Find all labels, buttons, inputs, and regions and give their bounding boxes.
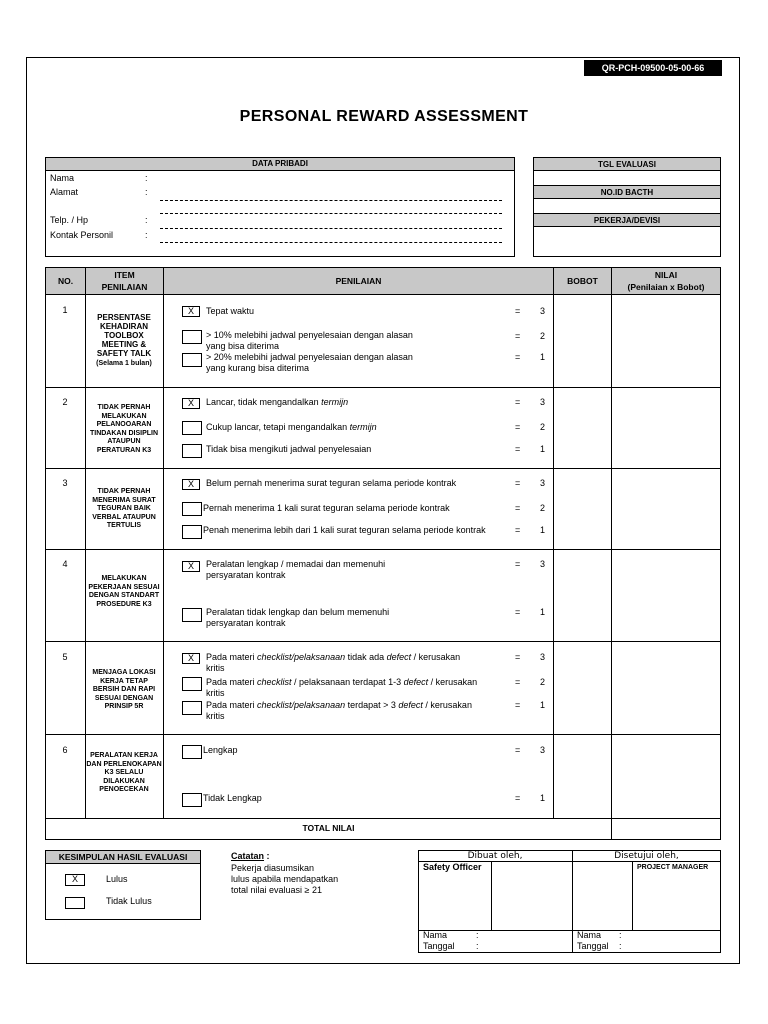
- option-text-italic: checklist/pelaksanaan: [257, 700, 346, 710]
- option-checkbox[interactable]: [182, 793, 202, 807]
- option-text-italic: defect: [398, 700, 423, 710]
- option-text-line2: persyaratan kontrak: [206, 618, 286, 628]
- option-text-line2: persyaratan kontrak: [206, 570, 286, 580]
- option-equals: =: [515, 793, 521, 803]
- col-header-bobot: BOBOT: [567, 276, 598, 286]
- option-score: 2: [540, 677, 546, 687]
- lulus-checkbox[interactable]: X: [65, 874, 85, 886]
- alamat-line-2[interactable]: [160, 213, 502, 214]
- row-divider: [45, 641, 721, 642]
- option-checkbox[interactable]: [182, 525, 202, 539]
- option-text-plain: Pada materi: [206, 700, 258, 710]
- option-text-line1: > 20% melebihi jadwal penyelesaian dengan alasan: [206, 352, 413, 362]
- option-checkbox[interactable]: [182, 444, 202, 458]
- option-equals: =: [515, 306, 521, 316]
- option-checkbox[interactable]: X: [182, 306, 200, 317]
- signature-mid-divider: [572, 850, 573, 953]
- option-equals: =: [515, 331, 521, 341]
- option-checkbox[interactable]: [182, 421, 202, 435]
- option-checkbox[interactable]: X: [182, 398, 200, 409]
- option-equals: =: [515, 607, 521, 617]
- option-text: Pernah menerima 1 kali surat teguran selama periode kontrak: [203, 503, 450, 513]
- row-number: 5: [62, 652, 68, 662]
- col-header-nilai: [612, 268, 720, 294]
- option-text-italic: defect: [403, 677, 429, 687]
- option-text-plain: Cukup lancar, tetapi mengandalkan: [206, 422, 350, 432]
- option-text: [206, 559, 506, 581]
- pekerja-devisi-field[interactable]: [534, 228, 720, 256]
- item-note: (Selama 1 bulan): [96, 360, 152, 367]
- option-score: 1: [540, 700, 546, 710]
- option-checkbox[interactable]: X: [182, 653, 200, 664]
- option-checkbox[interactable]: [182, 608, 202, 622]
- signature-col-divider: [632, 861, 633, 930]
- alamat-colon: :: [145, 187, 148, 197]
- option-checkbox[interactable]: [182, 502, 202, 516]
- row-number: 6: [62, 745, 68, 755]
- option-score: 1: [540, 525, 546, 535]
- option-checkbox[interactable]: X: [182, 479, 200, 490]
- row-number: 2: [62, 397, 68, 407]
- total-nilai-label: TOTAL NILAI: [302, 823, 355, 833]
- option-text-plain: Lancar, tidak mengandalkan: [206, 397, 322, 407]
- row-number: 1: [62, 305, 68, 315]
- item-label: [86, 313, 162, 368]
- option-score: 3: [540, 478, 546, 488]
- option-text: [206, 607, 506, 629]
- option-score: 3: [540, 745, 546, 755]
- option-text: Tidak Lengkap: [203, 793, 262, 803]
- option-score: 1: [540, 607, 546, 617]
- disetujui-oleh-label: Disetujui oleh,: [614, 851, 679, 861]
- nama-right-label: Nama: [577, 930, 602, 940]
- kesimpulan-header: KESIMPULAN HASIL EVALUASI: [46, 851, 200, 864]
- option-score: 2: [540, 331, 546, 341]
- col-line-bobot: [611, 267, 612, 840]
- option-text: Belum pernah menerima surat teguran selama periode kontrak: [206, 478, 457, 488]
- row-number: 3: [62, 478, 68, 488]
- option-checkbox[interactable]: X: [182, 561, 200, 572]
- option-text-italic: termijn: [321, 397, 349, 407]
- document-code: QR-PCH-09500-05-00-66: [584, 60, 722, 76]
- kontak-label: Kontak Personil: [50, 230, 114, 240]
- no-id-batch-header: NO.ID BACTH: [533, 185, 721, 199]
- option-text: Lengkap: [203, 745, 238, 755]
- kontak-line[interactable]: [160, 242, 502, 243]
- catatan-heading: [231, 851, 270, 861]
- tidak-lulus-label: Tidak Lulus: [106, 896, 152, 906]
- option-text-plain: / kerusakan: [422, 700, 472, 710]
- option-text-plain: / kerusakan: [428, 677, 478, 687]
- col-line-item: [163, 267, 164, 818]
- row-divider: [45, 387, 721, 388]
- option-equals: =: [515, 700, 521, 710]
- option-text-italic: defect: [386, 652, 412, 662]
- option-equals: =: [515, 745, 521, 755]
- catatan-line: lulus apabila mendapatkan: [231, 874, 339, 884]
- col-header-item: [86, 268, 163, 294]
- data-pribadi-header: DATA PRIBADI: [46, 158, 514, 171]
- col-header-item-line2: PENILAIAN: [101, 282, 148, 292]
- lulus-label: Lulus: [106, 874, 128, 884]
- no-id-batch-field[interactable]: [534, 199, 720, 213]
- telp-colon: :: [145, 215, 148, 225]
- item-text: MENJAGA LOKASI KERJA TETAP BERSIH DAN RAPI SESUAI DENGAN PRINSIP 5R: [92, 669, 156, 710]
- option-checkbox[interactable]: [182, 330, 202, 344]
- option-text: [206, 652, 506, 674]
- option-equals: =: [515, 478, 521, 488]
- option-equals: =: [515, 397, 521, 407]
- signature-footer-divider: [418, 930, 721, 931]
- alamat-line-1[interactable]: [160, 200, 502, 201]
- option-text: [206, 330, 506, 352]
- page-title: PERSONAL REWARD ASSESSMENT: [239, 108, 529, 125]
- signature-col-divider: [491, 861, 492, 930]
- option-equals: =: [515, 444, 521, 454]
- option-score: 1: [540, 793, 546, 803]
- option-text-italic: checklist/pelaksanaan: [257, 652, 346, 662]
- option-text: Tidak bisa mengikuti jadwal penyelesaian: [206, 444, 372, 454]
- option-text: [206, 677, 506, 699]
- col-header-penilaian: PENILAIAN: [335, 276, 382, 286]
- option-text: Penah menerima lebih dari 1 kali surat teguran selama periode kontrak: [203, 525, 486, 535]
- item-text: PERALATAN KERJA DAN PERLENOKAPAN K3 SELALU DILAKUKAN PENOECEKAN: [86, 752, 162, 793]
- option-score: 3: [540, 397, 546, 407]
- option-score: 3: [540, 306, 546, 316]
- option-equals: =: [515, 525, 521, 535]
- tanggal-right-colon: :: [619, 941, 622, 951]
- tanggal-left-colon: :: [476, 941, 479, 951]
- option-equals: =: [515, 422, 521, 432]
- item-text: TIDAK PERNAH MENERIMA SURAT TEGURAN BAIK VERBAL ATAUPUN TERTULIS: [92, 488, 156, 529]
- option-text-plain: / pelaksanaan terdapat 1-3: [291, 677, 404, 687]
- project-manager-label: PROJECT MANAGER: [637, 864, 709, 871]
- option-text-line2: kritis: [206, 663, 225, 673]
- option-score: 2: [540, 422, 546, 432]
- col-header-nilai-line2: (Penilaian x Bobot): [627, 282, 705, 292]
- option-equals: =: [515, 652, 521, 662]
- option-score: 3: [540, 559, 546, 569]
- option-score: 2: [540, 503, 546, 513]
- option-text: [206, 700, 506, 722]
- kontak-colon: :: [145, 230, 148, 240]
- telp-label: Telp. / Hp: [50, 215, 89, 225]
- row-divider: [45, 468, 721, 469]
- option-text-plain: / kerusakan: [411, 652, 461, 662]
- telp-line[interactable]: [160, 228, 502, 229]
- pekerja-devisi-header: PEKERJA/DEVISI: [533, 213, 721, 227]
- row-divider: [45, 549, 721, 550]
- col-header-nilai-line1: NILAI: [654, 270, 678, 280]
- option-score: 1: [540, 444, 546, 454]
- tanggal-left-label: Tanggal: [423, 941, 455, 951]
- option-text-line2: yang bisa diterima: [206, 341, 280, 351]
- option-checkbox[interactable]: [182, 353, 202, 367]
- catatan-line: Pekerja diasumsikan: [231, 863, 315, 873]
- nama-right-colon: :: [619, 930, 622, 940]
- tidak-lulus-checkbox[interactable]: [65, 897, 85, 909]
- option-text: [206, 352, 506, 374]
- catatan-line: total nilai evaluasi ≥ 21: [231, 885, 322, 895]
- catatan-colon: :: [264, 851, 270, 861]
- option-checkbox[interactable]: [182, 701, 202, 715]
- option-equals: =: [515, 503, 521, 513]
- tgl-evaluasi-field[interactable]: [534, 171, 720, 185]
- col-header-item-line1: ITEM: [114, 270, 135, 280]
- item-text: PERSENTASE KEHADIRAN TOOLBOX MEETING & SAFETY TALK: [96, 313, 152, 358]
- option-text-plain: Pada materi: [206, 652, 258, 662]
- option-checkbox[interactable]: [182, 677, 202, 691]
- option-text-line1: > 10% melebihi jadwal penyelesaian dengan alasan: [206, 330, 413, 340]
- option-text-line2: kritis: [206, 711, 225, 721]
- option-text-italic: termijn: [349, 422, 377, 432]
- nama-left-colon: :: [476, 930, 479, 940]
- nama-left-label: Nama: [423, 930, 448, 940]
- catatan-label: Catatan: [231, 851, 265, 861]
- option-text-line1: Peralatan tidak lengkap dan belum memenuhi: [206, 607, 390, 617]
- header-divider: [45, 294, 721, 295]
- nama-label: Nama: [50, 173, 75, 183]
- option-text: Tepat waktu: [206, 306, 255, 316]
- tgl-evaluasi-header: TGL EVALUASI: [533, 157, 721, 171]
- row-number: 4: [62, 559, 68, 569]
- option-text-plain: Pada materi: [206, 677, 258, 687]
- item-text: MELAKUKAN PEKERJAAN SESUAI DENGAN STANDART PROSEDURE K3: [88, 575, 160, 608]
- row-divider: [45, 734, 721, 735]
- option-equals: =: [515, 677, 521, 687]
- option-text-line2: kritis: [206, 688, 225, 698]
- option-score: 1: [540, 352, 546, 362]
- option-text: [206, 422, 506, 433]
- dibuat-oleh-label: Dibuat oleh,: [467, 851, 523, 861]
- option-checkbox[interactable]: [182, 745, 202, 759]
- option-text-plain: terdapat > 3: [345, 700, 399, 710]
- option-equals: =: [515, 559, 521, 569]
- option-text-plain: tidak ada: [345, 652, 387, 662]
- alamat-label: Alamat: [50, 187, 79, 197]
- option-text-italic: checklist: [257, 677, 292, 687]
- col-line-penilaian: [553, 267, 554, 818]
- nama-colon: :: [145, 173, 148, 183]
- option-text-line2: yang kurang bisa diterima: [206, 363, 310, 373]
- option-equals: =: [515, 352, 521, 362]
- option-score: 3: [540, 652, 546, 662]
- col-header-no: NO.: [57, 276, 74, 286]
- option-text-line1: Peralatan lengkap / memadai dan memenuhi: [206, 559, 386, 569]
- option-text: [206, 397, 506, 408]
- tanggal-right-label: Tanggal: [577, 941, 609, 951]
- safety-officer-label: Safety Officer: [423, 862, 482, 872]
- item-text: TIDAK PERNAH MELAKUKAN PELANOOARAN TINDAKAN DISIPLIN ATAUPUN PERATURAN K3: [89, 404, 159, 454]
